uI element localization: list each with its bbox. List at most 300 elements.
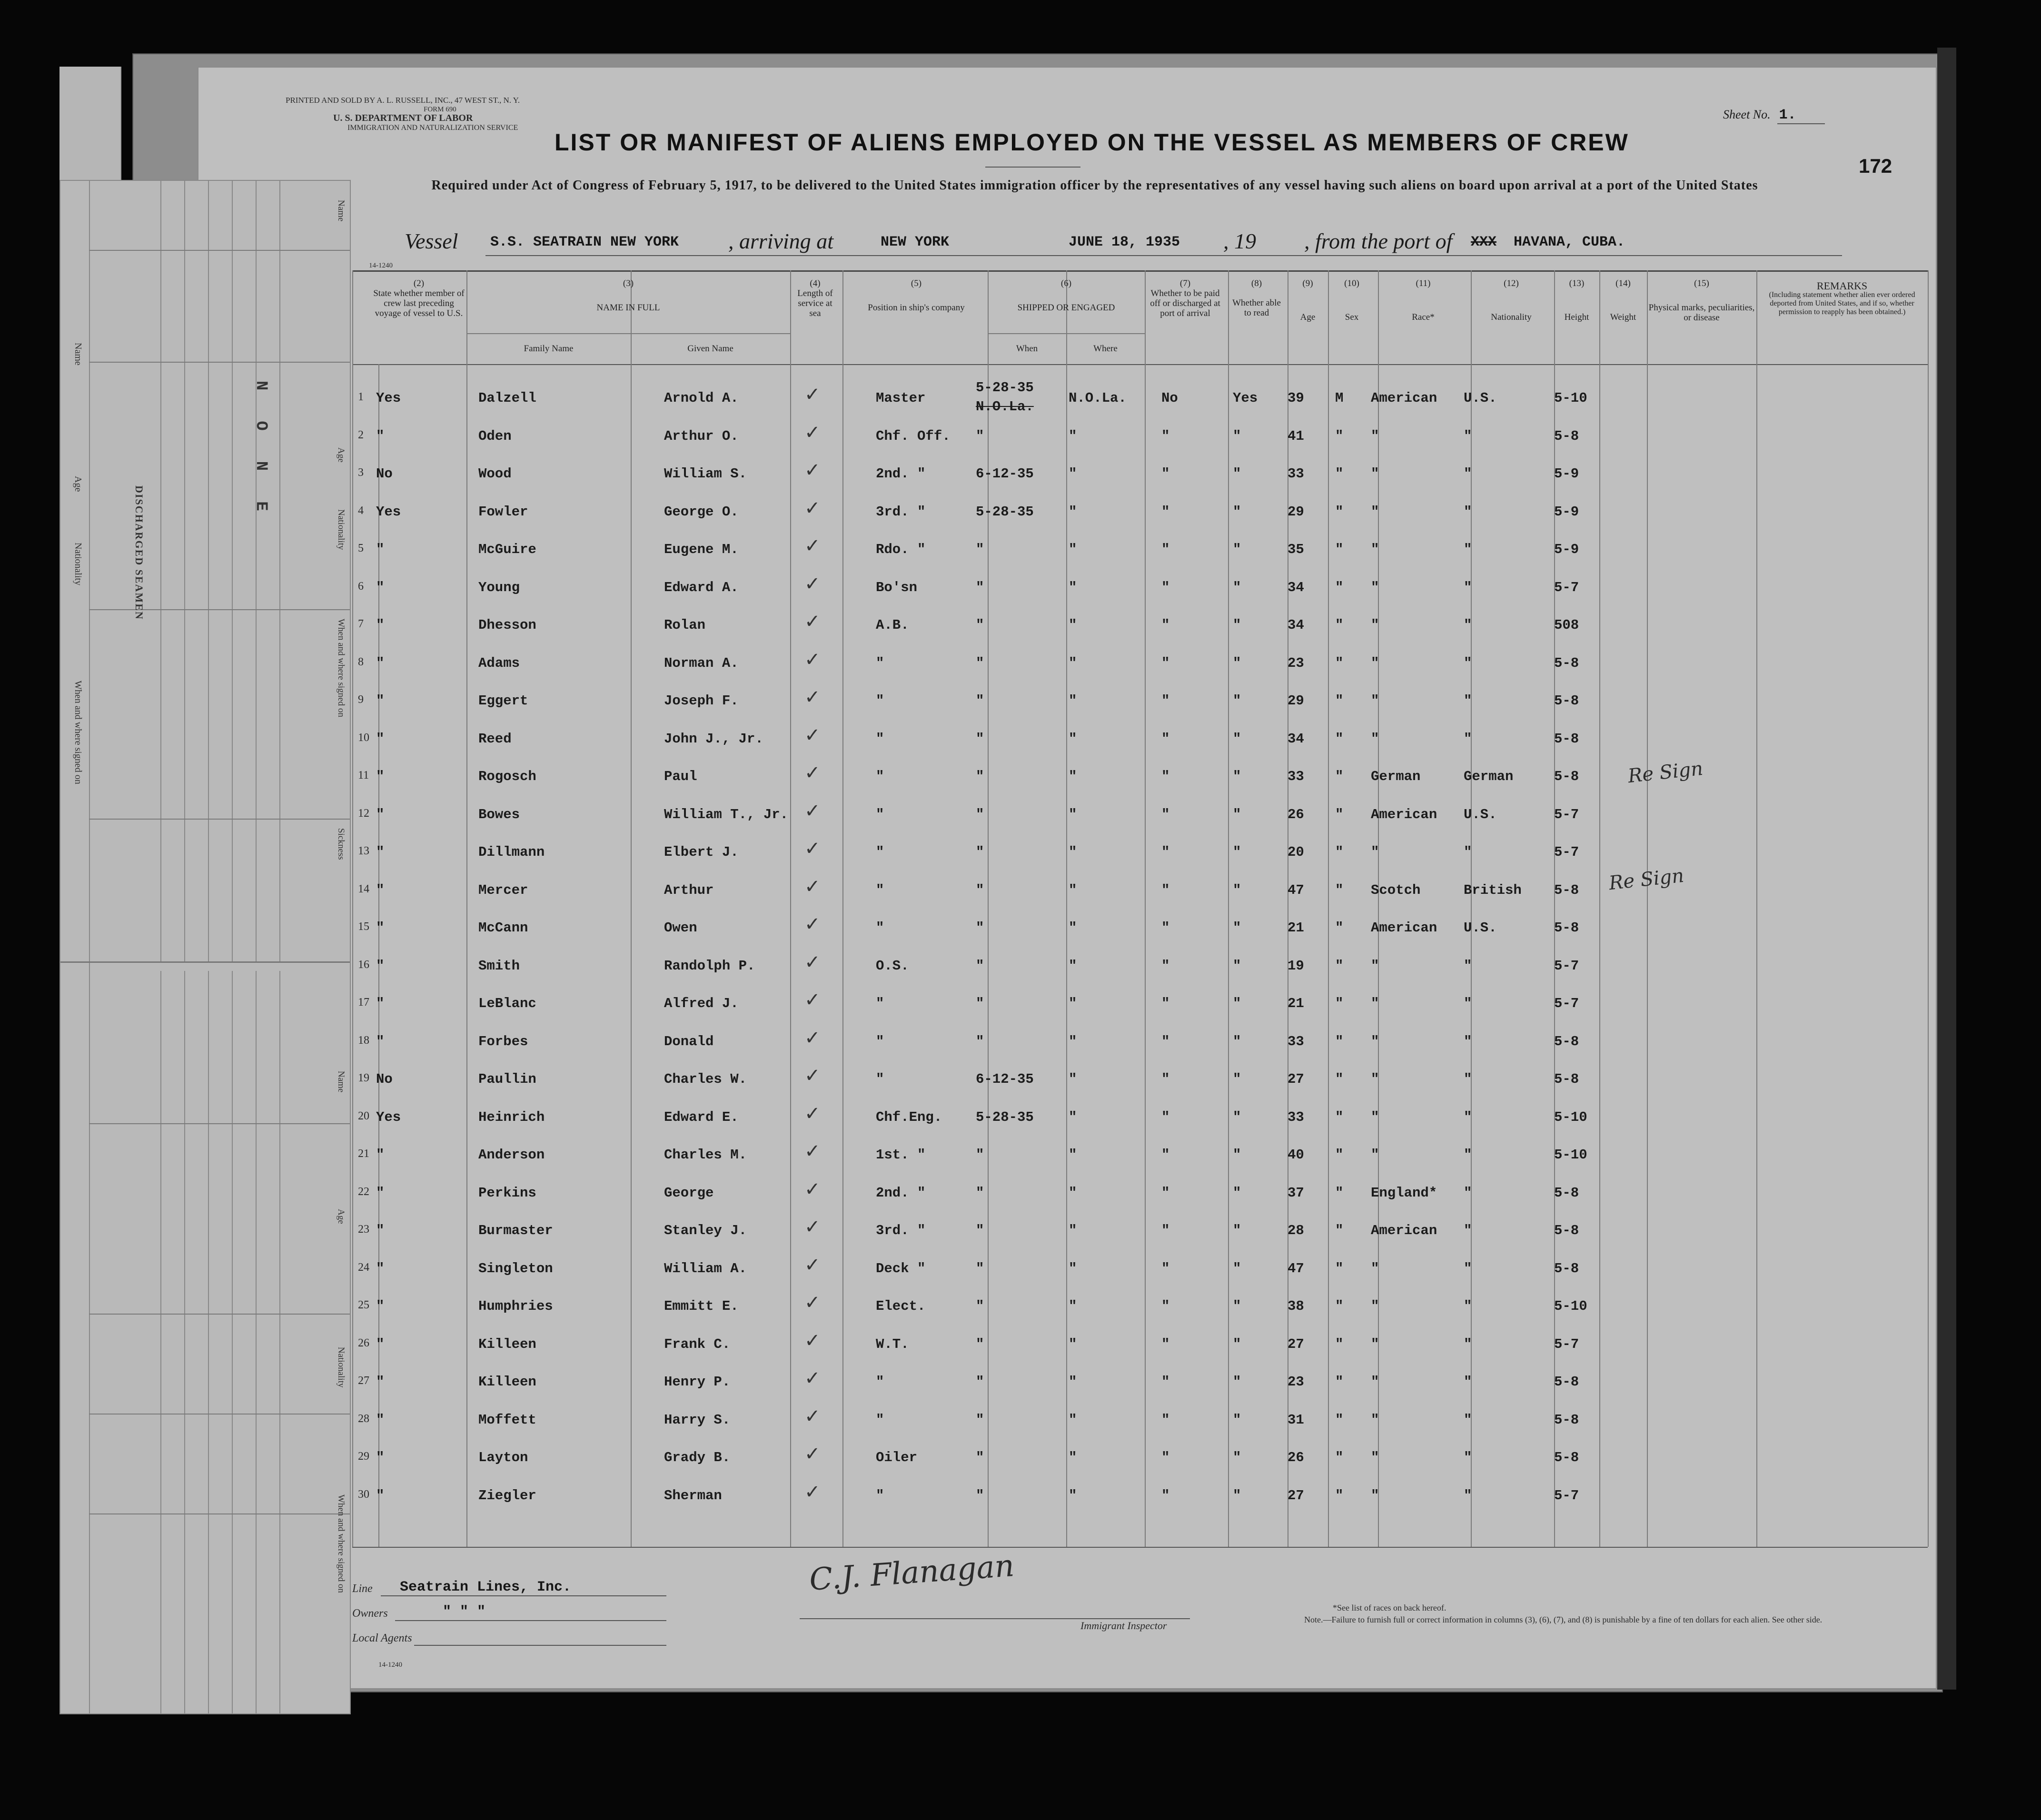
row-number: 30 xyxy=(358,1488,369,1501)
cell-paid: " xyxy=(1161,655,1170,671)
cell-age: 27 xyxy=(1288,1071,1304,1087)
check-mark-icon: ✓ xyxy=(804,1102,821,1125)
manifest-subtitle: Required under Act of Congress of February 5, 1917, to be delivered to the United States immigration officer by the representatives of any vessel having such aliens on board upon arrival at a port of the United States xyxy=(431,178,1758,193)
cell-family: Moffett xyxy=(478,1412,536,1428)
column-rule xyxy=(1378,270,1379,1547)
check-mark-icon: ✓ xyxy=(804,648,821,671)
cell-paid: " xyxy=(1161,1450,1170,1465)
cell-given: Edward A. xyxy=(664,579,739,595)
cell-read: " xyxy=(1233,882,1241,898)
cell-given: Paul xyxy=(664,769,697,784)
cell-prev: " xyxy=(376,655,385,671)
cell-race: England* xyxy=(1371,1185,1437,1201)
year-label: , 19 xyxy=(1223,229,1256,253)
cell-age: 27 xyxy=(1288,1336,1304,1352)
row-number: 11 xyxy=(358,769,369,781)
cell-nat: " xyxy=(1464,1336,1472,1352)
cell-given: Arthur O. xyxy=(664,428,739,444)
cell-height: 5-8 xyxy=(1554,1260,1579,1276)
cell-given: Grady B. xyxy=(664,1450,731,1465)
check-mark-icon: ✓ xyxy=(804,1329,821,1352)
column-rule xyxy=(1471,270,1472,1547)
cell-race: " xyxy=(1371,731,1379,747)
cell-family: Eggert xyxy=(478,693,528,709)
col11-header: (11) Race* xyxy=(1412,278,1435,322)
cell-paid: No xyxy=(1161,390,1178,406)
check-mark-icon: ✓ xyxy=(804,1367,821,1389)
column-rule xyxy=(1928,270,1929,1547)
from-label: , from the port of xyxy=(1304,229,1453,253)
cell-age: 28 xyxy=(1288,1223,1304,1238)
row-number: 12 xyxy=(358,807,369,820)
cell-where: " xyxy=(1069,1147,1077,1163)
cell-sex: M xyxy=(1335,390,1344,406)
cell-when: " xyxy=(976,1033,984,1049)
cell-when: " xyxy=(976,806,984,822)
cell-family: Fowler xyxy=(478,504,528,520)
cell-read: " xyxy=(1233,1374,1241,1390)
cell-paid: " xyxy=(1161,806,1170,822)
cell-race: " xyxy=(1371,617,1379,633)
cell-nat: German xyxy=(1464,769,1514,784)
cell-prev: " xyxy=(376,617,385,633)
col4-header: (4) Length of service at sea xyxy=(797,278,833,318)
cell-family: Smith xyxy=(478,958,520,974)
cell-age: 41 xyxy=(1288,428,1304,444)
cell-when: " xyxy=(976,1450,984,1465)
cell-sex: " xyxy=(1335,844,1344,860)
cell-race: " xyxy=(1371,466,1379,482)
check-mark-icon: ✓ xyxy=(804,913,821,935)
cell-age: 34 xyxy=(1288,731,1304,747)
cell-where: " xyxy=(1069,731,1077,747)
cell-nat: " xyxy=(1464,1033,1472,1049)
cell-paid: " xyxy=(1161,1336,1170,1352)
cell-when: " xyxy=(976,958,984,974)
cell-given: William A. xyxy=(664,1260,747,1276)
cell-height: 5-8 xyxy=(1554,1071,1579,1087)
cell-height: 5-10 xyxy=(1554,390,1587,406)
line-value: Seatrain Lines, Inc. xyxy=(400,1579,572,1595)
cell-race: " xyxy=(1371,1147,1379,1163)
cell-position: Chf. Off. xyxy=(876,428,951,444)
left-outer-age-label: Age xyxy=(73,476,83,492)
cell-sex: " xyxy=(1335,958,1344,974)
cell-read: " xyxy=(1233,1147,1241,1163)
cell-sex: " xyxy=(1335,1185,1344,1201)
cell-where: " xyxy=(1069,882,1077,898)
cell-nat: " xyxy=(1464,655,1472,671)
col3-family-header: Family Name xyxy=(524,344,574,354)
cell-height: 5-8 xyxy=(1554,882,1579,898)
cell-age: 27 xyxy=(1288,1487,1304,1503)
col3-header: (3) NAME IN FULL xyxy=(596,278,660,313)
row-number: 13 xyxy=(358,845,369,857)
cell-height: 5-7 xyxy=(1554,996,1579,1011)
cell-where: " xyxy=(1069,579,1077,595)
cell-prev: " xyxy=(376,1147,385,1163)
cell-age: 31 xyxy=(1288,1412,1304,1428)
col9-header: (9) Age xyxy=(1300,278,1316,322)
cell-sex: " xyxy=(1335,542,1344,557)
cell-race: American xyxy=(1371,1223,1437,1238)
row-number: 10 xyxy=(358,731,369,744)
cell-sex: " xyxy=(1335,579,1344,595)
cell-family: Wood xyxy=(478,466,512,482)
cell-nat: U.S. xyxy=(1464,390,1497,406)
column-rule xyxy=(466,270,467,1547)
left-col-when-where-2: When and where signed on xyxy=(336,1494,346,1593)
cell-height: 5-7 xyxy=(1554,1487,1579,1503)
cell-prev: " xyxy=(376,958,385,974)
cell-race: American xyxy=(1371,390,1437,406)
cell-nat: " xyxy=(1464,1450,1472,1465)
cell-given: Arthur xyxy=(664,882,714,898)
cell-age: 39 xyxy=(1288,390,1304,406)
cell-given: Harry S. xyxy=(664,1412,731,1428)
cell-height: 5-8 xyxy=(1554,1033,1579,1049)
cell-paid: " xyxy=(1161,1147,1170,1163)
form-code-bottom: 14-1240 xyxy=(378,1661,402,1669)
row-number: 8 xyxy=(358,655,364,668)
cell-when-struck: N.O.La. xyxy=(976,399,1034,415)
cell-family: Oden xyxy=(478,428,512,444)
col6-where-header: Where xyxy=(1093,344,1118,354)
cell-family: Anderson xyxy=(478,1147,545,1163)
cell-where: " xyxy=(1069,1071,1077,1087)
cell-nat: " xyxy=(1464,1223,1472,1238)
cell-family: Killeen xyxy=(478,1374,536,1390)
cell-given: Randolph P. xyxy=(664,958,755,974)
cell-family: Humphries xyxy=(478,1298,553,1314)
check-mark-icon: ✓ xyxy=(804,1292,821,1314)
check-mark-icon: ✓ xyxy=(804,497,821,519)
cell-nat: " xyxy=(1464,1260,1472,1276)
cell-family: Reed xyxy=(478,731,512,747)
cell-when: " xyxy=(976,1147,984,1163)
department: U. S. DEPARTMENT OF LABOR xyxy=(333,113,473,123)
left-outer-name-label: Name xyxy=(73,343,83,366)
column-rule xyxy=(790,270,791,1547)
row-number: 14 xyxy=(358,882,369,895)
cell-where: " xyxy=(1069,958,1077,974)
cell-family: Mercer xyxy=(478,882,528,898)
cell-race: " xyxy=(1371,428,1379,444)
left-col-name-2: Name xyxy=(336,1071,346,1093)
cell-read: " xyxy=(1233,1336,1241,1352)
cell-family: LeBlanc xyxy=(478,996,536,1011)
cell-read: " xyxy=(1233,1450,1241,1465)
cell-where: " xyxy=(1069,920,1077,936)
cell-sex: " xyxy=(1335,996,1344,1011)
cell-nat: " xyxy=(1464,1109,1472,1125)
cell-position: Rdo. " xyxy=(876,542,926,557)
column-rule xyxy=(1228,270,1229,1547)
cell-when: " xyxy=(976,428,984,444)
cell-read: " xyxy=(1233,579,1241,595)
row-number: 19 xyxy=(358,1072,369,1084)
cell-position: " xyxy=(876,996,884,1011)
cell-given: Charles W. xyxy=(664,1071,747,1087)
cell-when: 6-12-35 xyxy=(976,1071,1034,1087)
cell-when: 6-12-35 xyxy=(976,466,1034,482)
cell-height: 5-8 xyxy=(1554,693,1579,709)
cell-race: " xyxy=(1371,579,1379,595)
row-number: 27 xyxy=(358,1375,369,1387)
cell-sex: " xyxy=(1335,1336,1344,1352)
cell-race: " xyxy=(1371,996,1379,1011)
cell-race: " xyxy=(1371,1298,1379,1314)
check-mark-icon: ✓ xyxy=(804,1027,821,1049)
from-port: HAVANA, CUBA. xyxy=(1514,234,1625,250)
cell-given: Eugene M. xyxy=(664,542,739,557)
cell-paid: " xyxy=(1161,1412,1170,1428)
cell-when: " xyxy=(976,1223,984,1238)
cell-age: 47 xyxy=(1288,882,1304,898)
cell-paid: " xyxy=(1161,996,1170,1011)
cell-prev: " xyxy=(376,1336,385,1352)
arriving-label: , arriving at xyxy=(728,229,834,253)
cell-height: 5-10 xyxy=(1554,1147,1587,1163)
cell-family: Young xyxy=(478,579,520,595)
cell-given: Arnold A. xyxy=(664,390,739,406)
row-number: 15 xyxy=(358,920,369,933)
cell-race: " xyxy=(1371,844,1379,860)
cell-when: " xyxy=(976,769,984,784)
cell-family: Rogosch xyxy=(478,769,536,784)
cell-read: " xyxy=(1233,1260,1241,1276)
cell-race: " xyxy=(1371,1412,1379,1428)
cell-height: 5-7 xyxy=(1554,806,1579,822)
left-col-sickness: Sickness xyxy=(336,828,346,860)
cell-position: Master xyxy=(876,390,926,406)
cell-where: " xyxy=(1069,428,1077,444)
cell-when: " xyxy=(976,1487,984,1503)
cell-paid: " xyxy=(1161,958,1170,974)
cell-paid: " xyxy=(1161,1033,1170,1049)
cell-prev: " xyxy=(376,542,385,557)
cell-when: " xyxy=(976,1374,984,1390)
cell-height: 5-8 xyxy=(1554,1185,1579,1201)
cell-paid: " xyxy=(1161,769,1170,784)
discharged-none-mark: NONE xyxy=(252,381,270,542)
cell-read: " xyxy=(1233,1412,1241,1428)
cell-prev: " xyxy=(376,1450,385,1465)
cell-sex: " xyxy=(1335,1298,1344,1314)
penalty-note: Note.—Failure to furnish full or correct information in columns (3), (6), (7), and (8) is punishable by a fine of ten dollars for each alien. See other side. xyxy=(1304,1615,1823,1624)
cell-position: " xyxy=(876,769,884,784)
cell-nat: " xyxy=(1464,579,1472,595)
inspector-signature: C.J. Flanagan xyxy=(808,1548,1016,1598)
cell-age: 34 xyxy=(1288,617,1304,633)
check-mark-icon: ✓ xyxy=(804,384,821,406)
cell-sex: " xyxy=(1335,1412,1344,1428)
cell-read: " xyxy=(1233,1298,1241,1314)
cell-nat: " xyxy=(1464,731,1472,747)
cell-age: 47 xyxy=(1288,1260,1304,1276)
cell-sex: " xyxy=(1335,466,1344,482)
cell-position: O.S. xyxy=(876,958,909,974)
handwritten-note-resign-1: Re Sign xyxy=(1627,757,1704,788)
cell-given: Sherman xyxy=(664,1487,722,1503)
cell-height: 5-8 xyxy=(1554,1374,1579,1390)
cell-read: " xyxy=(1233,428,1241,444)
cell-height: 5-9 xyxy=(1554,466,1579,482)
cell-sex: " xyxy=(1335,769,1344,784)
cell-height: 5-8 xyxy=(1554,1223,1579,1238)
cell-position: " xyxy=(876,655,884,671)
row-number: 22 xyxy=(358,1185,369,1198)
cell-age: 26 xyxy=(1288,806,1304,822)
cell-nat: " xyxy=(1464,1487,1472,1503)
form-code: 14-1240 xyxy=(369,262,393,269)
cell-position: 1st. " xyxy=(876,1147,926,1163)
cell-position: " xyxy=(876,1487,884,1503)
cell-prev: " xyxy=(376,1374,385,1390)
cell-prev: " xyxy=(376,996,385,1011)
cell-position: " xyxy=(876,1374,884,1390)
cell-height: 5-10 xyxy=(1554,1109,1587,1125)
column-rule xyxy=(1599,270,1600,1547)
cell-height: 5-8 xyxy=(1554,731,1579,747)
remarks-header: REMARKS (Including statement whether alien ever ordered deported from United States, and if so, whether permission to reapply has been obtained.) xyxy=(1769,280,1915,316)
cell-prev: No xyxy=(376,1071,393,1087)
footer-line-block xyxy=(352,1571,828,1656)
row-number: 6 xyxy=(358,580,364,593)
cell-prev: " xyxy=(376,844,385,860)
row-number: 1 xyxy=(358,391,364,403)
cell-family: Paullin xyxy=(478,1071,536,1087)
cell-sex: " xyxy=(1335,1374,1344,1390)
cell-family: Dillmann xyxy=(478,844,545,860)
owners-label: Owners xyxy=(352,1607,388,1620)
cell-nat: " xyxy=(1464,1374,1472,1390)
page-edge-shadow xyxy=(1937,48,1956,1690)
agents-label: Local Agents xyxy=(352,1632,412,1644)
cell-read: " xyxy=(1233,693,1241,709)
cell-read: " xyxy=(1233,655,1241,671)
cell-paid: " xyxy=(1161,731,1170,747)
row-number: 3 xyxy=(358,466,364,479)
column-rule xyxy=(1647,270,1648,1547)
cell-when: " xyxy=(976,1260,984,1276)
cell-height: 5-9 xyxy=(1554,504,1579,520)
cell-where: " xyxy=(1069,617,1077,633)
cell-family: Singleton xyxy=(478,1260,553,1276)
col13-header: (13) Height xyxy=(1564,278,1589,322)
cell-position: " xyxy=(876,1412,884,1428)
cell-when: " xyxy=(976,579,984,595)
cell-family: Dalzell xyxy=(478,390,536,406)
sheet-number: 1. xyxy=(1777,107,1825,124)
cell-read: " xyxy=(1233,920,1241,936)
cell-height: 5-8 xyxy=(1554,920,1579,936)
cell-when: " xyxy=(976,617,984,633)
cell-nat: " xyxy=(1464,542,1472,557)
col2-header: (2) State whether member of crew last preceding voyage of vessel to U.S. xyxy=(373,278,465,318)
cell-prev: Yes xyxy=(376,1109,401,1125)
cell-prev: " xyxy=(376,1260,385,1276)
cell-height: 5-9 xyxy=(1554,542,1579,557)
cell-where: " xyxy=(1069,1033,1077,1049)
check-mark-icon: ✓ xyxy=(804,1140,821,1162)
cell-when: 5-28-35 xyxy=(976,1109,1034,1125)
vessel-label: Vessel xyxy=(405,229,458,253)
cell-race: " xyxy=(1371,655,1379,671)
cell-prev: " xyxy=(376,428,385,444)
cell-paid: " xyxy=(1161,504,1170,520)
check-mark-icon: ✓ xyxy=(804,1216,821,1238)
cell-age: 29 xyxy=(1288,693,1304,709)
cell-where: " xyxy=(1069,1298,1077,1314)
left-outer-when-label: When and where signed on xyxy=(73,681,83,784)
cell-sex: " xyxy=(1335,617,1344,633)
cell-height: 5-7 xyxy=(1554,579,1579,595)
cell-read: " xyxy=(1233,504,1241,520)
cell-position: " xyxy=(876,844,884,860)
check-mark-icon: ✓ xyxy=(804,611,821,633)
service: IMMIGRATION AND NATURALIZATION SERVICE xyxy=(347,124,518,132)
cell-nat: U.S. xyxy=(1464,806,1497,822)
cell-age: 23 xyxy=(1288,1374,1304,1390)
cell-sex: " xyxy=(1335,504,1344,520)
cell-when: " xyxy=(976,1298,984,1314)
cell-paid: " xyxy=(1161,466,1170,482)
check-mark-icon: ✓ xyxy=(804,686,821,708)
check-mark-icon: ✓ xyxy=(804,1481,821,1503)
left-outer-nationality-label: Nationality xyxy=(73,543,83,585)
cell-paid: " xyxy=(1161,1487,1170,1503)
row-number: 25 xyxy=(358,1299,369,1311)
cell-sex: " xyxy=(1335,428,1344,444)
cell-read: " xyxy=(1233,542,1241,557)
cell-age: 19 xyxy=(1288,958,1304,974)
cell-where: " xyxy=(1069,1223,1077,1238)
cell-race: " xyxy=(1371,958,1379,974)
cell-prev: " xyxy=(376,731,385,747)
row-number: 18 xyxy=(358,1034,369,1047)
cell-sex: " xyxy=(1335,1147,1344,1163)
page-number: 172 xyxy=(1859,155,1892,177)
col7-header: (7) Whether to be paid off or discharged at port of arrival xyxy=(1150,278,1220,318)
cell-family: Killeen xyxy=(478,1336,536,1352)
cell-family: Adams xyxy=(478,655,520,671)
cell-height: 5-7 xyxy=(1554,844,1579,860)
check-mark-icon: ✓ xyxy=(804,875,821,898)
check-mark-icon: ✓ xyxy=(804,535,821,557)
cell-read: " xyxy=(1233,617,1241,633)
cell-read: " xyxy=(1233,1487,1241,1503)
cell-paid: " xyxy=(1161,1374,1170,1390)
cell-position: " xyxy=(876,882,884,898)
cell-paid: " xyxy=(1161,428,1170,444)
cell-race: " xyxy=(1371,693,1379,709)
cell-nat: " xyxy=(1464,466,1472,482)
cell-when: " xyxy=(976,844,984,860)
cell-position: " xyxy=(876,1033,884,1049)
cell-height: 5-7 xyxy=(1554,958,1579,974)
cell-sex: " xyxy=(1335,693,1344,709)
column-rule xyxy=(352,270,353,1547)
cell-when: " xyxy=(976,542,984,557)
row-number: 4 xyxy=(358,504,364,517)
column-rule xyxy=(1066,270,1067,1547)
cell-given: Emmitt E. xyxy=(664,1298,739,1314)
check-mark-icon: ✓ xyxy=(804,1254,821,1276)
cell-where: " xyxy=(1069,504,1077,520)
row-number: 2 xyxy=(358,428,364,441)
cell-family: Ziegler xyxy=(478,1487,536,1503)
